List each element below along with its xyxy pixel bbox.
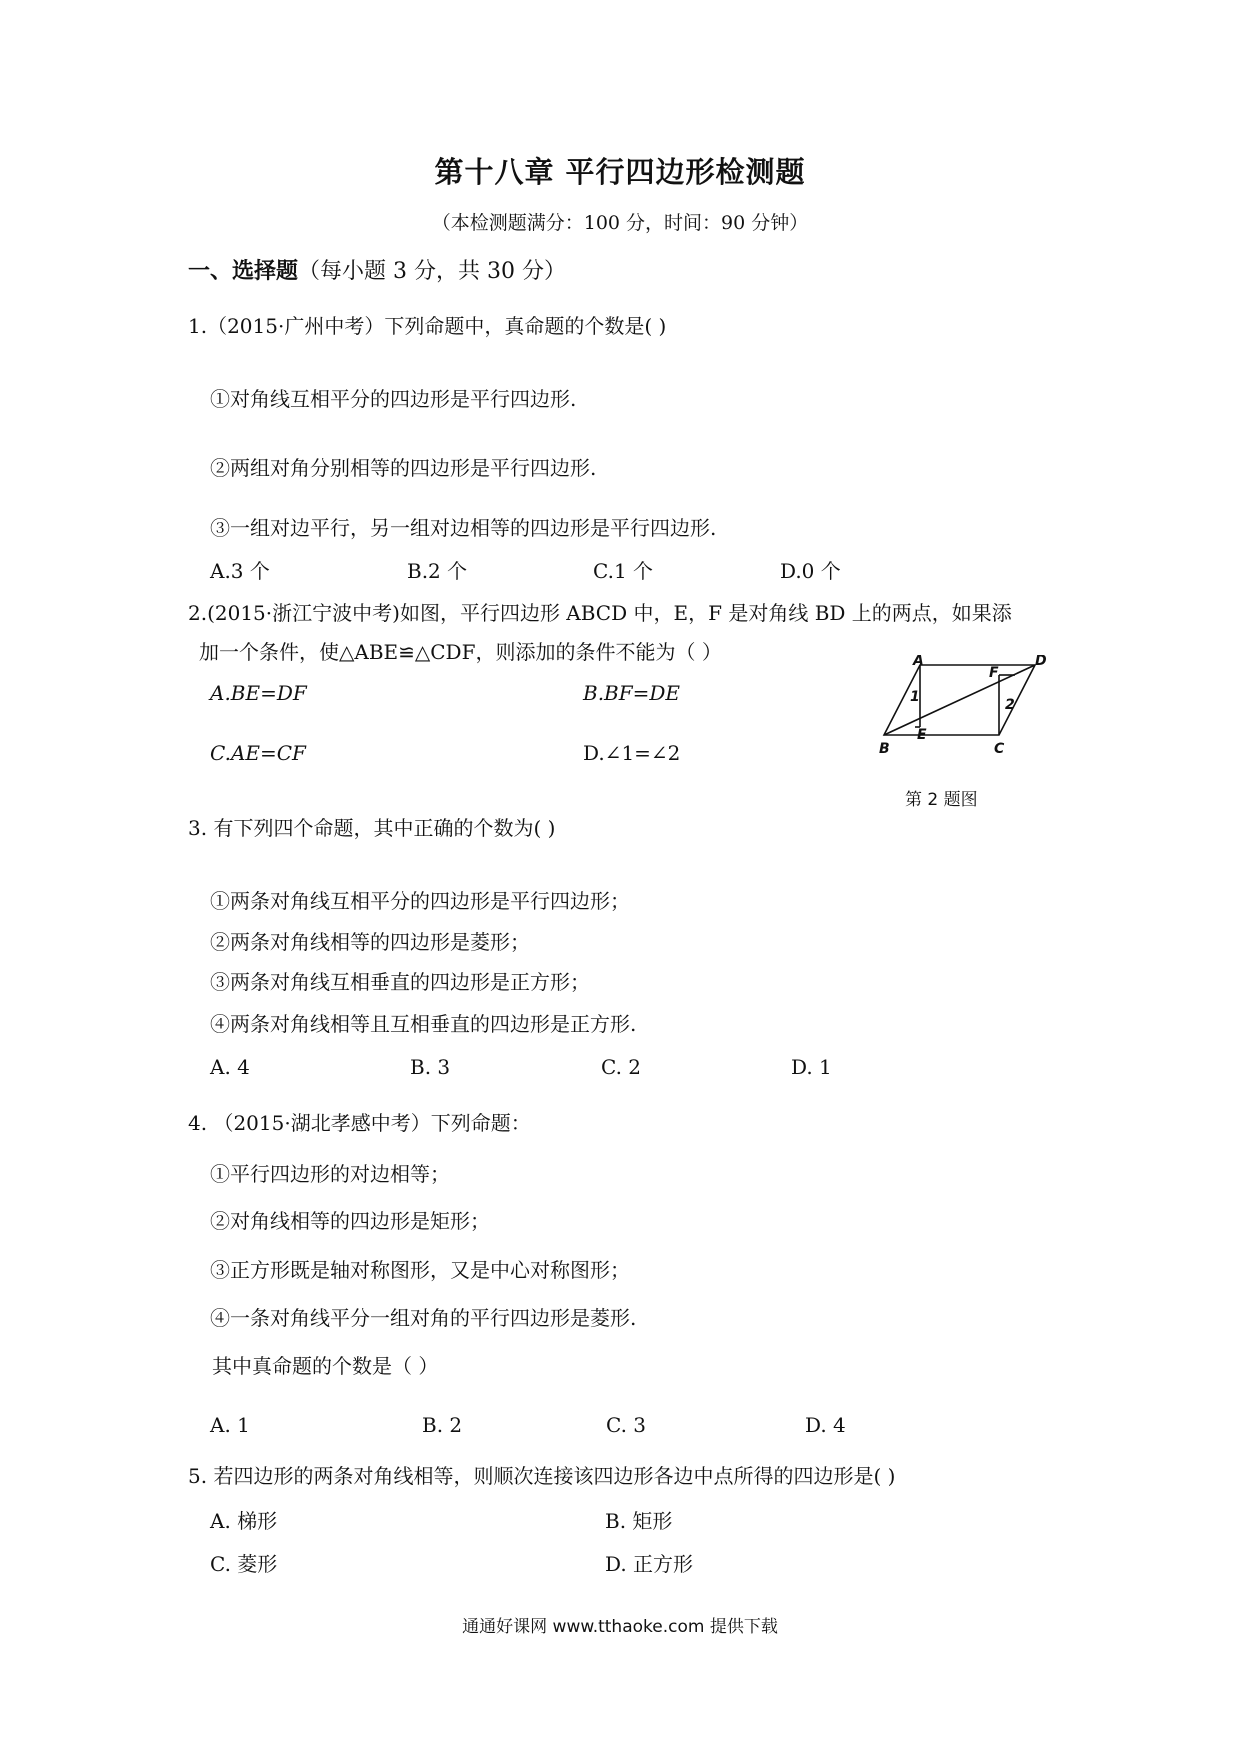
question-2-stem-line-1: 2.(2015·浙江宁波中考)如图，平行四边形 ABCD 中，E，F 是对角线 BD 上的两点，如果添 bbox=[188, 601, 1012, 625]
question-3-item-4: ④两条对角线相等且互相垂直的四边形是正方形. bbox=[210, 1012, 637, 1036]
question-4-option-d: D. 4 bbox=[805, 1413, 846, 1437]
question-4-item-3: ③正方形既是轴对称图形，又是中心对称图形； bbox=[210, 1258, 630, 1282]
question-4-item-1: ①平行四边形的对边相等； bbox=[210, 1162, 450, 1186]
question-3-stem: 3. 有下列四个命题，其中正确的个数为( ) bbox=[188, 816, 556, 840]
question-1-option-b: B.2 个 bbox=[407, 559, 468, 583]
question-4-option-b: B. 2 bbox=[422, 1413, 463, 1437]
question-3-item-1: ①两条对角线互相平分的四边形是平行四边形； bbox=[210, 889, 630, 913]
figure-label-a: A bbox=[913, 655, 924, 669]
figure-label-e: E bbox=[917, 727, 927, 743]
question-4-option-a: A. 1 bbox=[210, 1413, 250, 1437]
question-4-option-c: C. 3 bbox=[606, 1413, 647, 1437]
question-2-option-b: B.BF=DE bbox=[583, 681, 681, 705]
figure-label-b: B bbox=[879, 741, 890, 757]
figure-label-f: F bbox=[989, 665, 999, 681]
question-1-item-1: ①对角线互相平分的四边形是平行四边形. bbox=[210, 387, 577, 411]
question-3-option-b: B. 3 bbox=[410, 1055, 451, 1079]
figure-label-2: 2 bbox=[1005, 697, 1015, 713]
section-heading bbox=[188, 254, 566, 285]
page-title: 第十八章 平行四边形检测题 bbox=[434, 155, 806, 189]
question-3-option-d: D. 1 bbox=[791, 1055, 832, 1079]
question-5-option-c: C. 菱形 bbox=[210, 1552, 278, 1576]
question-1-item-3: ③一组对边平行，另一组对边相等的四边形是平行四边形. bbox=[210, 516, 717, 540]
section-note: （每小题 3 分，共 30 分） bbox=[298, 259, 566, 284]
question-4-stem: 4. （2015·湖北孝感中考）下列命题： bbox=[188, 1111, 531, 1135]
question-4-item-4: ④一条对角线平分一组对角的平行四边形是菱形. bbox=[210, 1306, 637, 1330]
figure-caption: 第 2 题图 bbox=[905, 790, 978, 810]
figure-label-d: D bbox=[1035, 655, 1047, 669]
question-2-option-d: D.∠1=∠2 bbox=[583, 741, 681, 765]
question-3-option-a: A. 4 bbox=[210, 1055, 250, 1079]
page-subtitle: （本检测题满分：100 分，时间：90 分钟） bbox=[431, 212, 809, 234]
question-2-option-a: A.BE=DF bbox=[210, 681, 307, 705]
question-2-option-c: C.AE=CF bbox=[210, 741, 306, 765]
question-5-option-a: A. 梯形 bbox=[210, 1509, 278, 1533]
question-5-stem: 5. 若四边形的两条对角线相等，则顺次连接该四边形各边中点所得的四边形是( ) bbox=[188, 1464, 896, 1488]
question-5-option-b: B. 矩形 bbox=[605, 1509, 673, 1533]
page-footer: 通通好课网 www.tthaoke.com 提供下载 bbox=[462, 1617, 778, 1637]
question-3-item-2: ②两条对角线相等的四边形是菱形； bbox=[210, 930, 530, 954]
question-4-tail: 其中真命题的个数是（ ） bbox=[212, 1354, 439, 1378]
question-1-option-c: C.1 个 bbox=[593, 559, 654, 583]
question-1-stem: 1.（2015·广州中考）下列命题中，真命题的个数是( ) bbox=[188, 314, 667, 338]
parallelogram-figure bbox=[875, 655, 1055, 765]
question-1-option-a: A.3 个 bbox=[210, 559, 270, 583]
question-3-option-c: C. 2 bbox=[601, 1055, 642, 1079]
section-title: 一、选择题 bbox=[188, 258, 299, 284]
question-1-option-d: D.0 个 bbox=[780, 559, 841, 583]
question-2-stem-line-2: 加一个条件，使△ABE≌△CDF，则添加的条件不能为（ ） bbox=[199, 640, 722, 664]
question-5-option-d: D. 正方形 bbox=[605, 1552, 694, 1576]
figure-label-c: C bbox=[994, 741, 1005, 757]
question-4-item-2: ②对角线相等的四边形是矩形； bbox=[210, 1209, 490, 1233]
question-1-item-2: ②两组对角分别相等的四边形是平行四边形. bbox=[210, 456, 597, 480]
figure-label-1: 1 bbox=[910, 689, 920, 705]
question-3-item-3: ③两条对角线互相垂直的四边形是正方形； bbox=[210, 970, 590, 994]
